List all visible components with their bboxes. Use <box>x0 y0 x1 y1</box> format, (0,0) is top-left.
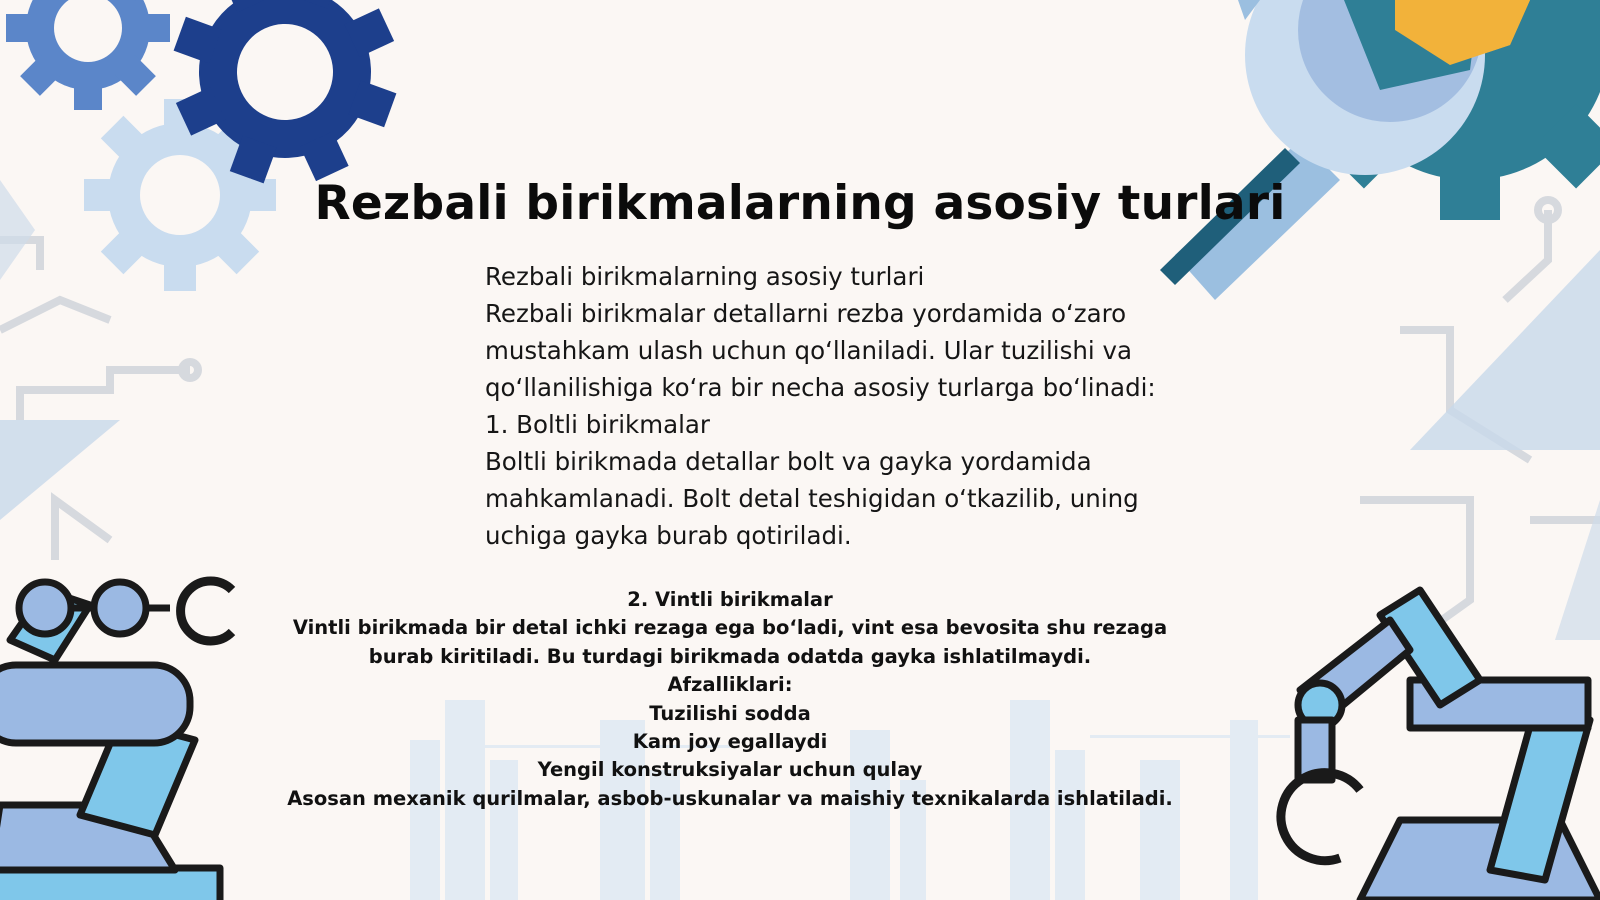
paragraph-bolt-description: Boltli birikmada detallar bolt va gayka yordamida mahkamlanadi. Bolt detal teshigidan o‘tkazilib, uning uchiga gayka burab qotiriladi. <box>485 447 1139 550</box>
body-text <box>485 258 1185 554</box>
screw-section <box>280 586 1180 813</box>
gear-icon <box>6 0 170 110</box>
advantage-item: Yengil konstruksiyalar uchun qulay <box>537 758 923 782</box>
paragraph-bolt-heading: 1. Boltli birikmalar <box>485 410 710 439</box>
robot-arm-icon <box>1281 590 1600 900</box>
advantages-heading: Afzalliklari: <box>667 673 793 697</box>
screw-heading: 2. Vintli birikmalar <box>627 588 833 611</box>
robot-arm-icon <box>0 581 232 900</box>
paragraph-intro: Rezbali birikmalar detallarni rezba yordamida o‘zaro mustahkam ulash uchun qo‘llaniladi. Ular tuzilishi va qo‘llanilishiga ko‘ra bir necha asosiy turlarga bo‘linadi: <box>485 299 1156 402</box>
paragraph-heading: Rezbali birikmalarning asosiy turlari <box>485 262 925 291</box>
advantage-item: Kam joy egallaydi <box>632 730 828 754</box>
screw-description: Vintli birikmada bir detal ichki rezaga ega bo‘ladi, vint esa bevosita shu rezaga burab kiritiladi. Bu turdagi birikmada odatda gayka ishlatilmaydi. <box>292 616 1168 668</box>
advantage-item: Tuzilishi sodda <box>649 701 811 725</box>
usage-note: Asosan mexanik qurilmalar, asbob-uskunalar va maishiy texnikalarda ishlatiladi. <box>287 786 1173 810</box>
triangle-right <box>1410 250 1600 450</box>
slide-title: Rezbali birikmalarning asosiy turlari <box>314 176 1286 231</box>
